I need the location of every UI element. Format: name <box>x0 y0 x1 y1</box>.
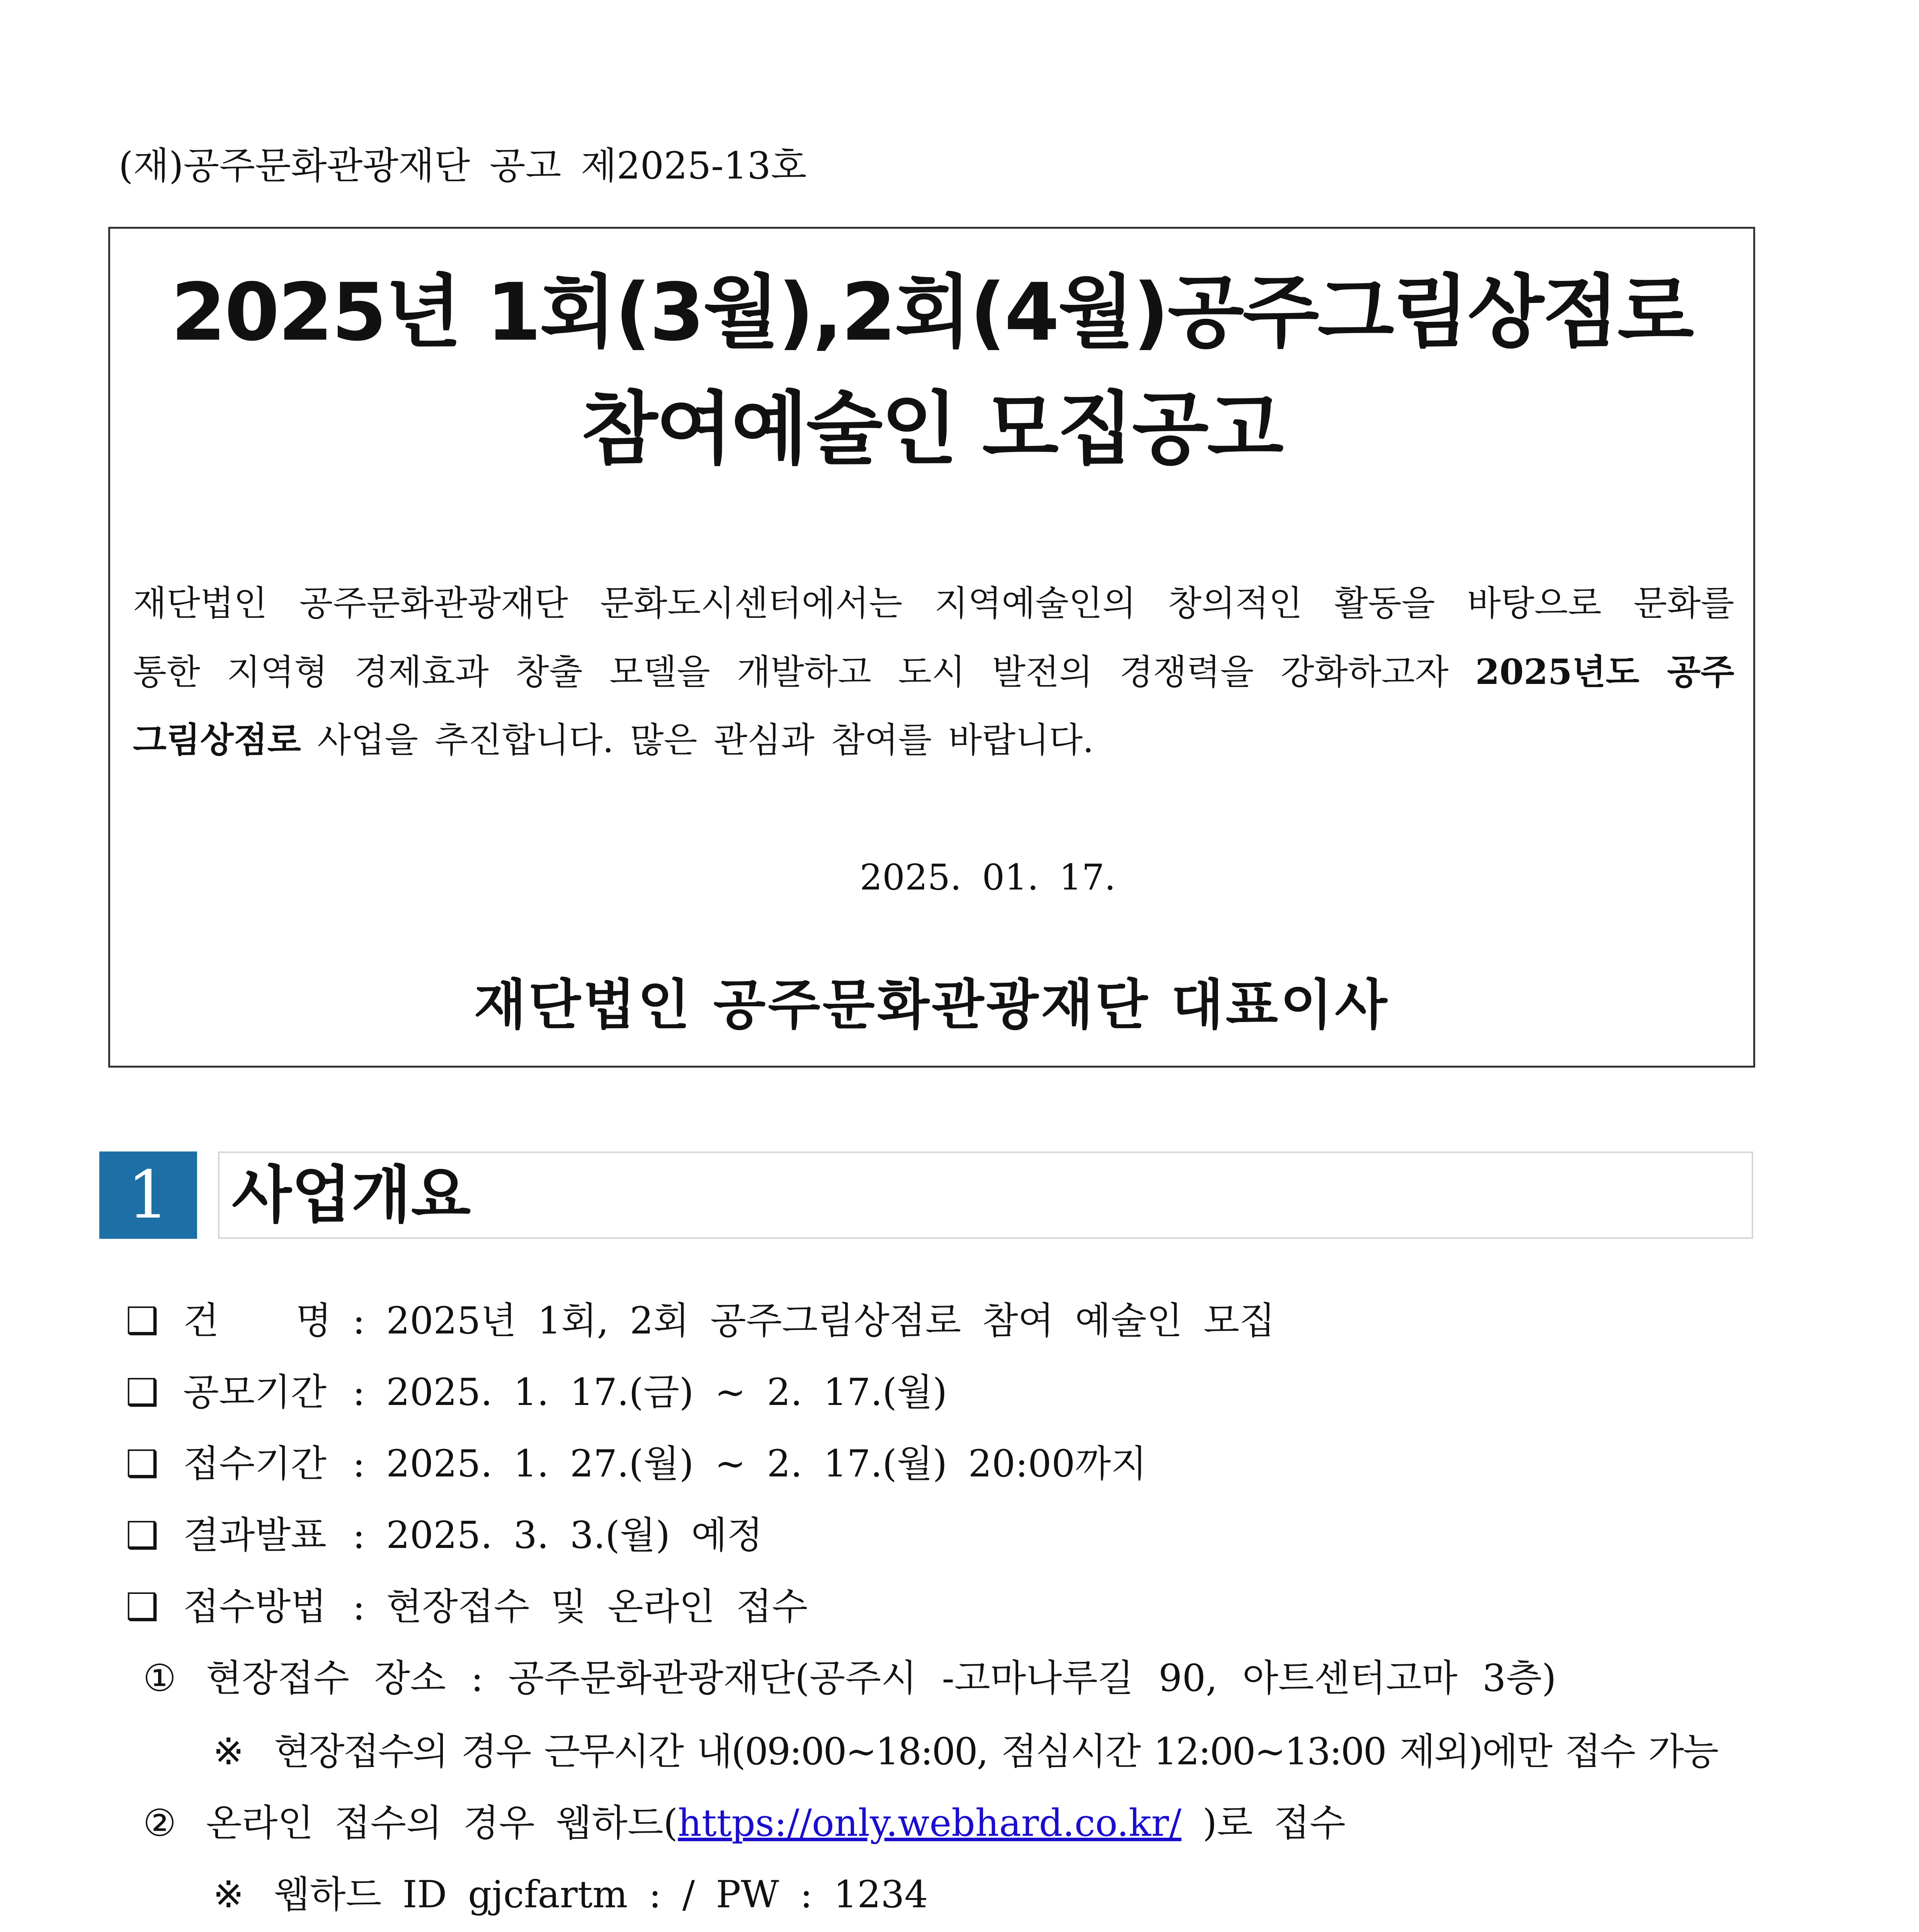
square-bullet-icon: ❑ <box>126 1514 159 1557</box>
item-label: 결과발표 <box>183 1514 327 1557</box>
list-item-online-submission <box>143 1796 1346 1850</box>
item-separator: : <box>352 1371 365 1414</box>
list-item-submission-period <box>126 1437 1147 1491</box>
intro-text: 통한 지역형 경제효과 창출 모델을 개발하고 도시 발전의 경쟁력을 강화하고자 <box>133 652 1475 692</box>
intro-paragraph-line <box>133 711 1734 769</box>
item-label: 건 명 <box>183 1299 332 1342</box>
item-value: 2025년 1회, 2회 공주그림상점로 참여 예술인 모집 <box>386 1299 1275 1342</box>
item-text: 현장접수 장소 : 공주문화관광재단(공주시 -고마나루길 90, 아트센터고마 3층) <box>206 1656 1557 1700</box>
section-number-badge: 1 <box>99 1151 197 1239</box>
reference-mark: ※ <box>213 1730 243 1773</box>
item-text: )로 접수 <box>1181 1801 1346 1845</box>
square-bullet-icon: ❑ <box>126 1442 159 1485</box>
item-value: 현장접수 및 온라인 접수 <box>386 1585 808 1628</box>
list-item-onsite-location <box>143 1651 1556 1705</box>
webhard-link[interactable]: https://only.webhard.co.kr/ <box>678 1801 1182 1845</box>
intro-text-bold: 그림상점로 <box>133 719 301 760</box>
item-text: 현장접수의 경우 근무시간 내(09:00~18:00, 점심시간 12:00~13:00 제외)에만 접수 가능 <box>274 1730 1718 1773</box>
intro-text: 사업을 추진합니다. 많은 관심과 참여를 바랍니다. <box>301 720 1094 760</box>
item-text: 웹하드 ID gjcfartm : / PW : 1234 <box>274 1873 928 1916</box>
square-bullet-icon: ❑ <box>126 1371 159 1414</box>
circled-two-marker: ② <box>143 1801 177 1845</box>
list-item-application-period <box>126 1365 947 1419</box>
item-value: 2025. 1. 27.(월) ~ 2. 17.(월) 20:00까지 <box>386 1442 1147 1485</box>
square-bullet-icon: ❑ <box>126 1585 159 1628</box>
notice-box <box>108 227 1755 1068</box>
item-separator: : <box>352 1585 365 1628</box>
square-bullet-icon: ❑ <box>126 1299 159 1342</box>
item-label: 접수기간 <box>183 1442 327 1485</box>
item-value: 2025. 1. 17.(금) ~ 2. 17.(월) <box>386 1371 948 1414</box>
reference-mark: ※ <box>213 1873 244 1916</box>
intro-paragraph-line <box>133 643 1734 701</box>
item-value: 2025. 3. 3.(월) 예정 <box>386 1514 763 1557</box>
item-label: 접수방법 <box>183 1585 327 1628</box>
intro-paragraph-line <box>133 575 1734 633</box>
item-text: 온라인 접수의 경우 웹하드( <box>206 1801 678 1845</box>
section-heading-box <box>218 1151 1753 1239</box>
item-separator: : <box>352 1514 365 1557</box>
notice-date: 2025. 01. 17. <box>859 857 1116 898</box>
circled-one-marker: ① <box>143 1656 177 1700</box>
section-heading: 사업개요 <box>232 1159 471 1231</box>
list-item-result-announcement <box>126 1508 763 1562</box>
item-separator: : <box>352 1442 365 1485</box>
notice-issuer: 재단법인 공주문화관광재단 대표이사 <box>474 973 1390 1037</box>
list-item-project-name <box>126 1294 1275 1348</box>
notice-title-line2: 참여예술인 모집공고 <box>581 383 1282 475</box>
list-note-webhard-credentials <box>213 1867 928 1922</box>
list-note-onsite-hours <box>213 1725 1718 1779</box>
item-separator: : <box>352 1299 365 1342</box>
list-item-submission-method <box>126 1580 808 1634</box>
intro-text-bold: 2025년도 공주 <box>1475 651 1734 692</box>
intro-text: 재단법인 공주문화관광재단 문화도시센터에서는 지역예술인의 창의적인 활동을 바탕으로 문화를 <box>133 583 1734 624</box>
item-label: 공모기간 <box>183 1371 327 1414</box>
announcement-reference-number: (재)공주문화관광재단 공고 제2025-13호 <box>119 144 807 187</box>
notice-title-line1: 2025년 1회(3월),2회(4월)공주그림상점로 <box>171 267 1693 359</box>
